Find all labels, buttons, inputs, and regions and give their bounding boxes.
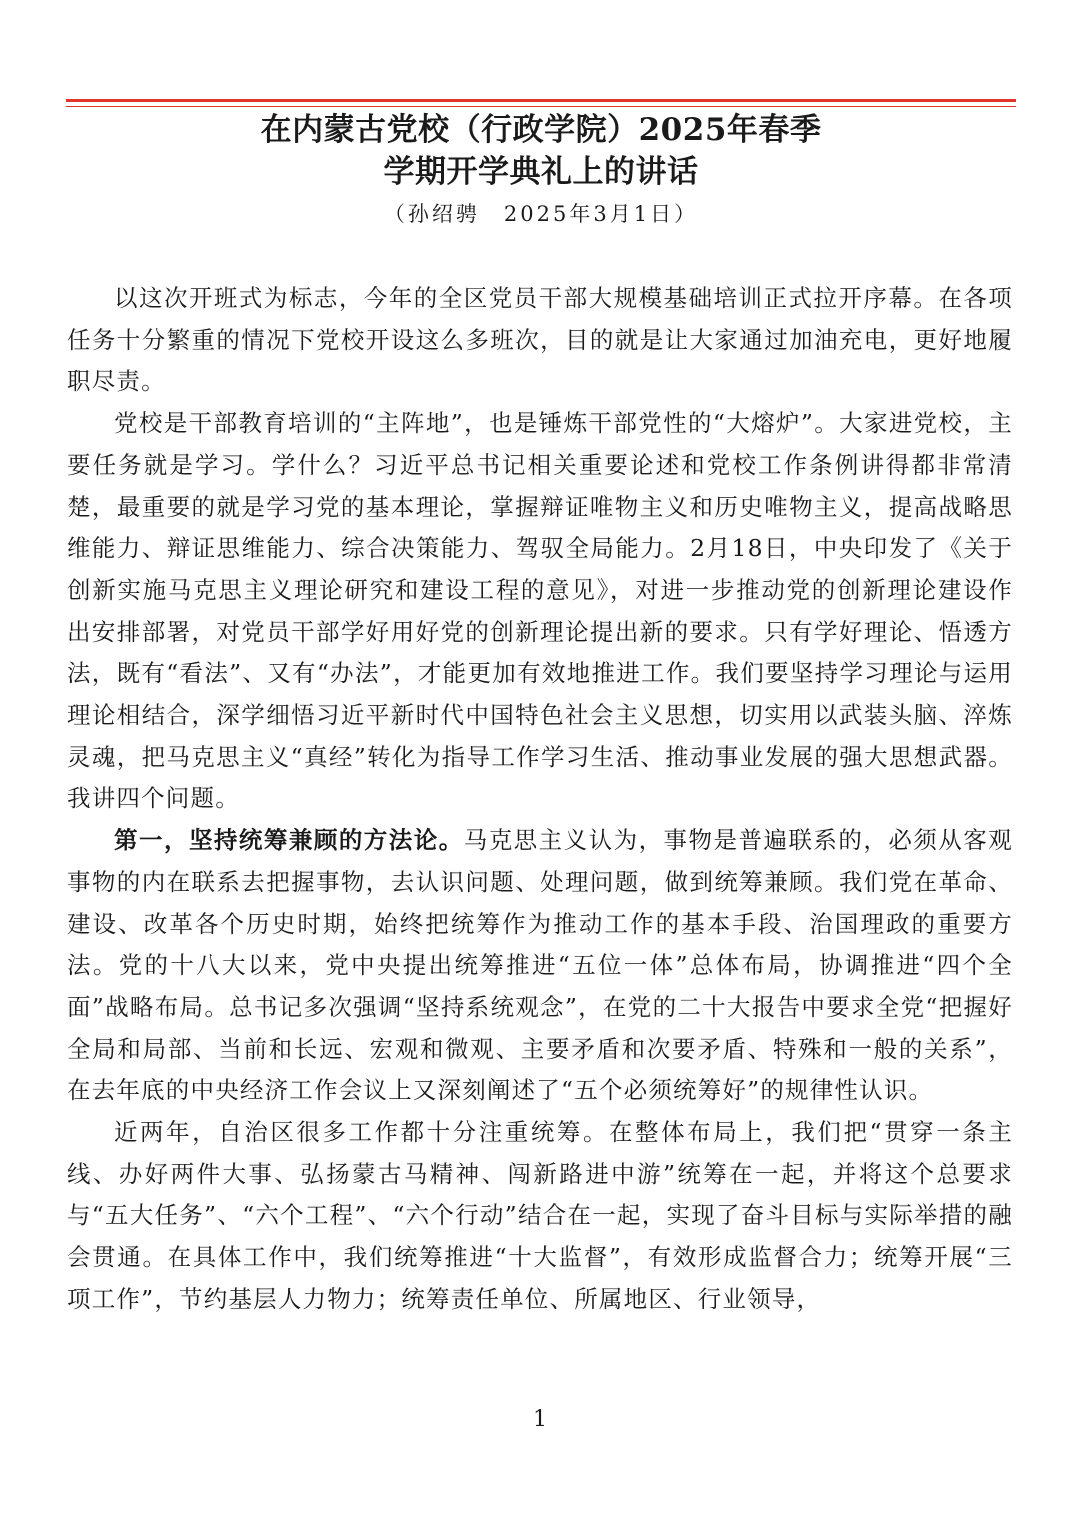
paragraph xyxy=(67,1112,1013,1321)
header-red-rule-thin xyxy=(66,106,1016,107)
paragraph-text: 党校是干部教育培训的“主阵地”，也是锤炼干部党性的“大熔炉”。大家进党校，主要任务就是学习。学什么？习近平总书记相关重要论述和党校工作条例讲得都非常清楚，最重要的就是学习党的基本理论，掌握辩证唯物主义和历史唯物主义，提高战略思维能力、辩证思维能力、综合决策能力、驾驭全局能力。2月18日，中央印发了《关于创新实施马克思主义理论研究和建设工程的意见》，对进一步推动党的创新理论建设作出安排部署，对党员干部学好用好党的创新理论提出新的要求。只有学好理论、悟透方法，既有“看法”、又有“办法”，才能更加有效地推进工作。我们要坚持学习理论与运用理论相结合，深学细悟习近平新时代中国特色社会主义思想，切实用以武装头脑、淬炼灵魂，把马克思主义“真经”转化为指导工作学习生活、推动事业发展的强大思想武器。我讲四个问题。 xyxy=(67,409,1013,813)
byline: （孙绍骋 2025年3月1日） xyxy=(383,202,699,226)
paragraph xyxy=(67,278,1013,403)
section-lead-heading: 第一，坚持统筹兼顾的方法论。 xyxy=(114,826,464,855)
speech-body xyxy=(67,278,1013,1321)
paragraph-text: 近两年，自治区很多工作都十分注重统筹。在整体布局上，我们把“贯穿一条主线、办好两件大事、弘扬蒙古马精神、闯新路进中游”统筹在一起，并将这个总要求与“五大任务”、“六个工程”、“六个行动”结合在一起，实现了奋斗目标与实际举措的融会贯通。在具体工作中，我们统筹推进“十大监督”，有效形成监督合力；统筹开展“三项工作”，节约基层人力物力；统筹责任单位、所属地区、行业领导， xyxy=(67,1118,1013,1313)
paragraph-text: 马克思主义认为，事物是普遍联系的，必须从客观事物的内在联系去把握事物，去认识问题、处理问题，做到统筹兼顾。我们党在革命、建设、改革各个历史时期，始终把统筹作为推动工作的基本手段、治国理政的重要方法。党的十八大以来，党中央提出统筹推进“五位一体”总体布局，协调推进“四个全面”战略布局。总书记多次强调“坚持系统观念”，在党的二十大报告中要求全党“把握好全局和局部、当前和长远、宏观和微观、主要矛盾和次要矛盾、特殊和一般的关系”，在去年底的中央经济工作会议上又深刻阐述了“五个必须统筹好”的规律性认识。 xyxy=(67,826,1013,1105)
paragraph-text: 以这次开班式为标志，今年的全区党员干部大规模基础培训正式拉开序幕。在各项任务十分繁重的情况下党校开设这么多班次，目的就是让大家通过加油充电，更好地履职尽责。 xyxy=(67,284,1013,396)
title-line-2: 学期开学典礼上的讲话 xyxy=(383,154,699,190)
title-line-1: 在内蒙古党校（行政学院）2025年春季 xyxy=(260,112,822,148)
page-number: 1 xyxy=(533,1407,547,1432)
paragraph xyxy=(67,820,1013,1112)
header-red-rule-thick xyxy=(66,99,1016,102)
paragraph xyxy=(67,403,1013,820)
